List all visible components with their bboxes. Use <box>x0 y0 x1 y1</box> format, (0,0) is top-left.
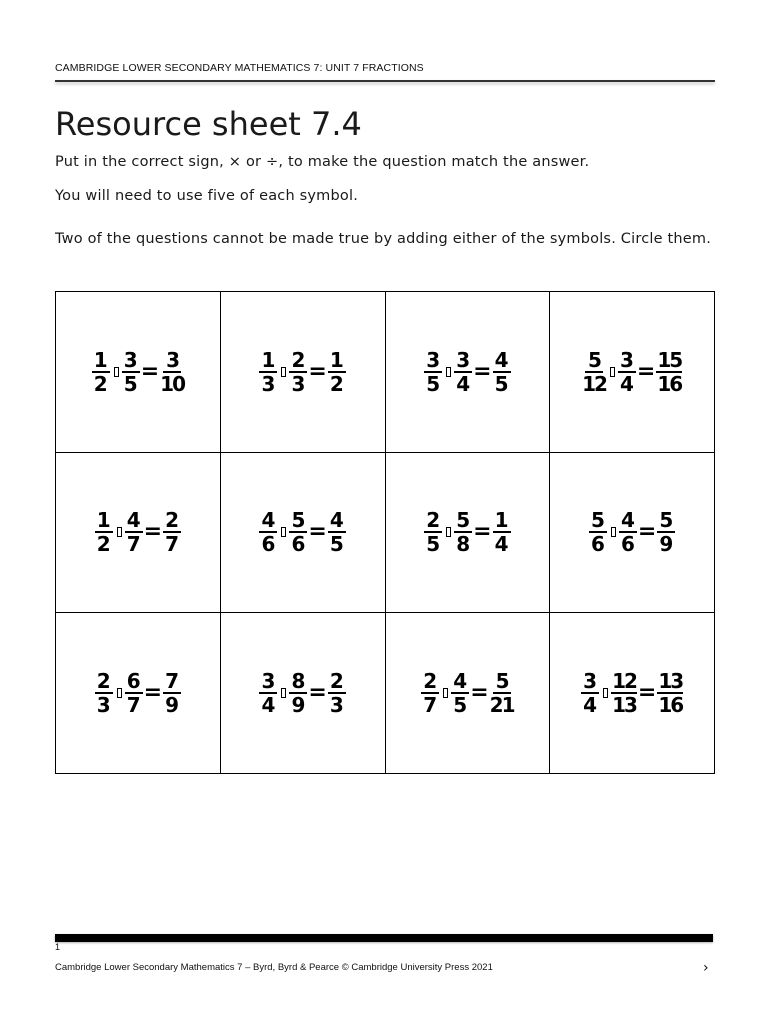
numerator: 4 <box>328 510 346 533</box>
denominator: 4 <box>619 371 634 396</box>
denominator: 3 <box>96 692 111 717</box>
numerator: 2 <box>289 350 307 373</box>
numerator: 1 <box>328 350 346 373</box>
instruction-3: Two of the questions cannot be made true by adding either of the symbols. Circle them. <box>55 231 712 247</box>
missing-sign-box[interactable] <box>611 527 616 537</box>
denominator: 6 <box>620 532 635 557</box>
denominator: 21 <box>489 692 514 717</box>
denominator: 7 <box>165 532 180 557</box>
denominator: 16 <box>657 371 682 396</box>
denominator: 7 <box>423 692 438 717</box>
denominator: 8 <box>456 532 471 557</box>
fraction-right <box>289 347 307 396</box>
fraction-right <box>454 347 472 396</box>
fraction-answer <box>328 347 346 396</box>
denominator: 12 <box>582 371 606 396</box>
numerator: 4 <box>259 510 277 533</box>
numerator: 1 <box>92 350 110 373</box>
grid-cell[interactable] <box>385 452 550 613</box>
fraction-answer <box>163 508 181 557</box>
corner-mark: › <box>703 960 709 976</box>
denominator: 4 <box>583 692 598 717</box>
fraction-question <box>259 347 345 396</box>
fraction-question <box>589 508 675 557</box>
fraction-answer <box>493 347 511 396</box>
numerator: 5 <box>657 510 675 533</box>
denominator: 4 <box>456 371 471 396</box>
numerator: 3 <box>163 350 181 373</box>
equals-sign: = <box>143 519 163 545</box>
denominator: 2 <box>329 371 344 396</box>
grid-cell[interactable] <box>56 292 221 453</box>
missing-sign-box[interactable] <box>117 527 122 537</box>
missing-sign-box[interactable] <box>446 527 451 537</box>
fraction-question <box>582 347 682 396</box>
equals-sign: = <box>636 358 656 384</box>
numerator: 3 <box>618 350 636 373</box>
denominator: 9 <box>659 532 674 557</box>
denominator: 9 <box>291 692 306 717</box>
denominator: 3 <box>291 371 306 396</box>
fraction-question <box>259 508 345 557</box>
numerator: 5 <box>289 510 307 533</box>
fraction-right <box>122 347 140 396</box>
numerator: 2 <box>95 671 113 694</box>
fraction-answer <box>493 508 511 557</box>
denominator: 16 <box>658 692 683 717</box>
grid-row <box>56 452 715 613</box>
fraction-left <box>581 668 599 717</box>
fraction-question <box>421 668 514 717</box>
denominator: 6 <box>291 532 306 557</box>
denominator: 10 <box>160 371 185 396</box>
page-title: Resource sheet 7.4 <box>55 105 362 143</box>
fraction-left <box>424 508 442 557</box>
numerator: 1 <box>493 510 511 533</box>
denominator: 13 <box>612 692 636 717</box>
numerator: 15 <box>657 347 682 372</box>
numerator: 2 <box>328 671 346 694</box>
header-rule <box>55 80 715 82</box>
numerator: 1 <box>95 510 113 533</box>
denominator: 3 <box>261 371 276 396</box>
fraction-question <box>95 668 181 717</box>
page-header <box>55 56 715 75</box>
fraction-question <box>92 347 185 396</box>
denominator: 5 <box>329 532 344 557</box>
grid-cell[interactable] <box>220 613 385 774</box>
fraction-question <box>424 508 510 557</box>
grid-row <box>56 613 715 774</box>
equals-sign: = <box>473 519 492 545</box>
denominator: 5 <box>494 371 509 396</box>
grid-cell[interactable] <box>550 613 715 774</box>
equals-sign: = <box>637 519 657 545</box>
denominator: 5 <box>426 532 441 557</box>
grid-cell[interactable] <box>56 452 221 613</box>
missing-sign-box[interactable] <box>281 688 286 698</box>
fraction-right <box>618 347 636 396</box>
instruction-1: Put in the correct sign, × or ÷, to make the question match the answer. <box>55 154 590 170</box>
denominator: 5 <box>123 371 138 396</box>
equals-sign: = <box>308 679 327 705</box>
equals-sign: = <box>143 679 163 705</box>
grid-row <box>56 292 715 453</box>
denominator: 5 <box>453 692 468 717</box>
footer-bar <box>55 934 713 942</box>
missing-sign-box[interactable] <box>281 527 286 537</box>
denominator: 2 <box>93 371 108 396</box>
fraction-answer <box>163 668 181 717</box>
numerator: 8 <box>289 671 307 694</box>
equals-sign: = <box>473 358 492 384</box>
page-number: 1 <box>55 942 61 952</box>
numerator: 2 <box>421 671 439 694</box>
fraction-question <box>581 668 683 717</box>
numerator: 2 <box>424 510 442 533</box>
missing-sign-box[interactable] <box>443 688 448 698</box>
numerator: 5 <box>454 510 472 533</box>
fraction-answer <box>489 668 514 717</box>
fraction-left <box>424 347 442 396</box>
numerator: 13 <box>658 668 683 693</box>
numerator: 3 <box>581 671 599 694</box>
numerator: 3 <box>122 350 140 373</box>
fraction-answer <box>160 347 185 396</box>
denominator: 4 <box>261 692 276 717</box>
instruction-2: You will need to use five of each symbol. <box>55 188 359 204</box>
missing-sign-box[interactable] <box>603 688 608 698</box>
fraction-right <box>289 508 307 557</box>
fraction-answer <box>657 668 683 717</box>
denominator: 3 <box>329 692 344 717</box>
fraction-right <box>454 508 472 557</box>
denominator: 6 <box>590 532 605 557</box>
fraction-question <box>424 347 510 396</box>
fraction-left <box>259 668 277 717</box>
fraction-grid <box>55 291 715 774</box>
numerator: 2 <box>163 510 181 533</box>
denominator: 5 <box>426 371 441 396</box>
denominator: 7 <box>126 532 141 557</box>
fraction-answer <box>656 347 682 396</box>
equals-sign: = <box>140 358 160 384</box>
fraction-left <box>421 668 439 717</box>
equals-sign: = <box>308 358 327 384</box>
numerator: 3 <box>454 350 472 373</box>
grid-cell[interactable] <box>550 292 715 453</box>
denominator: 4 <box>494 532 509 557</box>
header-text: CAMBRIDGE LOWER SECONDARY MATHEMATICS 7: UNIT 7 FRACTIONS <box>55 62 424 74</box>
numerator: 5 <box>589 510 607 533</box>
fraction-question <box>95 508 181 557</box>
fraction-answer <box>328 668 346 717</box>
fraction-left <box>259 508 277 557</box>
denominator: 9 <box>165 692 180 717</box>
fraction-answer <box>328 508 346 557</box>
fraction-right <box>619 508 637 557</box>
numerator: 5 <box>493 671 511 694</box>
grid-cell[interactable] <box>220 292 385 453</box>
fraction-right <box>611 668 637 717</box>
fraction-answer <box>657 508 675 557</box>
denominator: 2 <box>96 532 111 557</box>
fraction-right <box>125 508 143 557</box>
numerator: 5 <box>585 350 603 373</box>
numerator: 6 <box>125 671 143 694</box>
fraction-left <box>582 347 606 396</box>
numerator: 12 <box>612 668 636 693</box>
grid-cell[interactable] <box>385 613 550 774</box>
missing-sign-box[interactable] <box>117 688 122 698</box>
denominator: 7 <box>126 692 141 717</box>
numerator: 4 <box>619 510 637 533</box>
numerator: 1 <box>259 350 277 373</box>
grid-cell[interactable] <box>56 613 221 774</box>
grid-cell[interactable] <box>385 292 550 453</box>
fraction-left <box>95 508 113 557</box>
fraction-left <box>95 668 113 717</box>
missing-sign-box[interactable] <box>446 367 451 377</box>
numerator: 4 <box>451 671 469 694</box>
numerator: 4 <box>493 350 511 373</box>
equals-sign: = <box>470 679 489 705</box>
fraction-left <box>589 508 607 557</box>
fraction-right <box>451 668 469 717</box>
grid-cell[interactable] <box>550 452 715 613</box>
equals-sign: = <box>308 519 327 545</box>
fraction-left <box>259 347 277 396</box>
missing-sign-box[interactable] <box>281 367 286 377</box>
fraction-question <box>259 668 345 717</box>
grid-cell[interactable] <box>220 452 385 613</box>
missing-sign-box[interactable] <box>610 367 615 377</box>
denominator: 6 <box>261 532 276 557</box>
fraction-right <box>125 668 143 717</box>
numerator: 3 <box>424 350 442 373</box>
numerator: 7 <box>163 671 181 694</box>
fraction-right <box>289 668 307 717</box>
footer-copyright: Cambridge Lower Secondary Mathematics 7 – Byrd, Byrd & Pearce © Cambridge University Press 2021 <box>55 962 493 973</box>
fraction-left <box>92 347 110 396</box>
missing-sign-box[interactable] <box>114 367 119 377</box>
numerator: 4 <box>125 510 143 533</box>
equals-sign: = <box>637 679 657 705</box>
numerator: 3 <box>259 671 277 694</box>
